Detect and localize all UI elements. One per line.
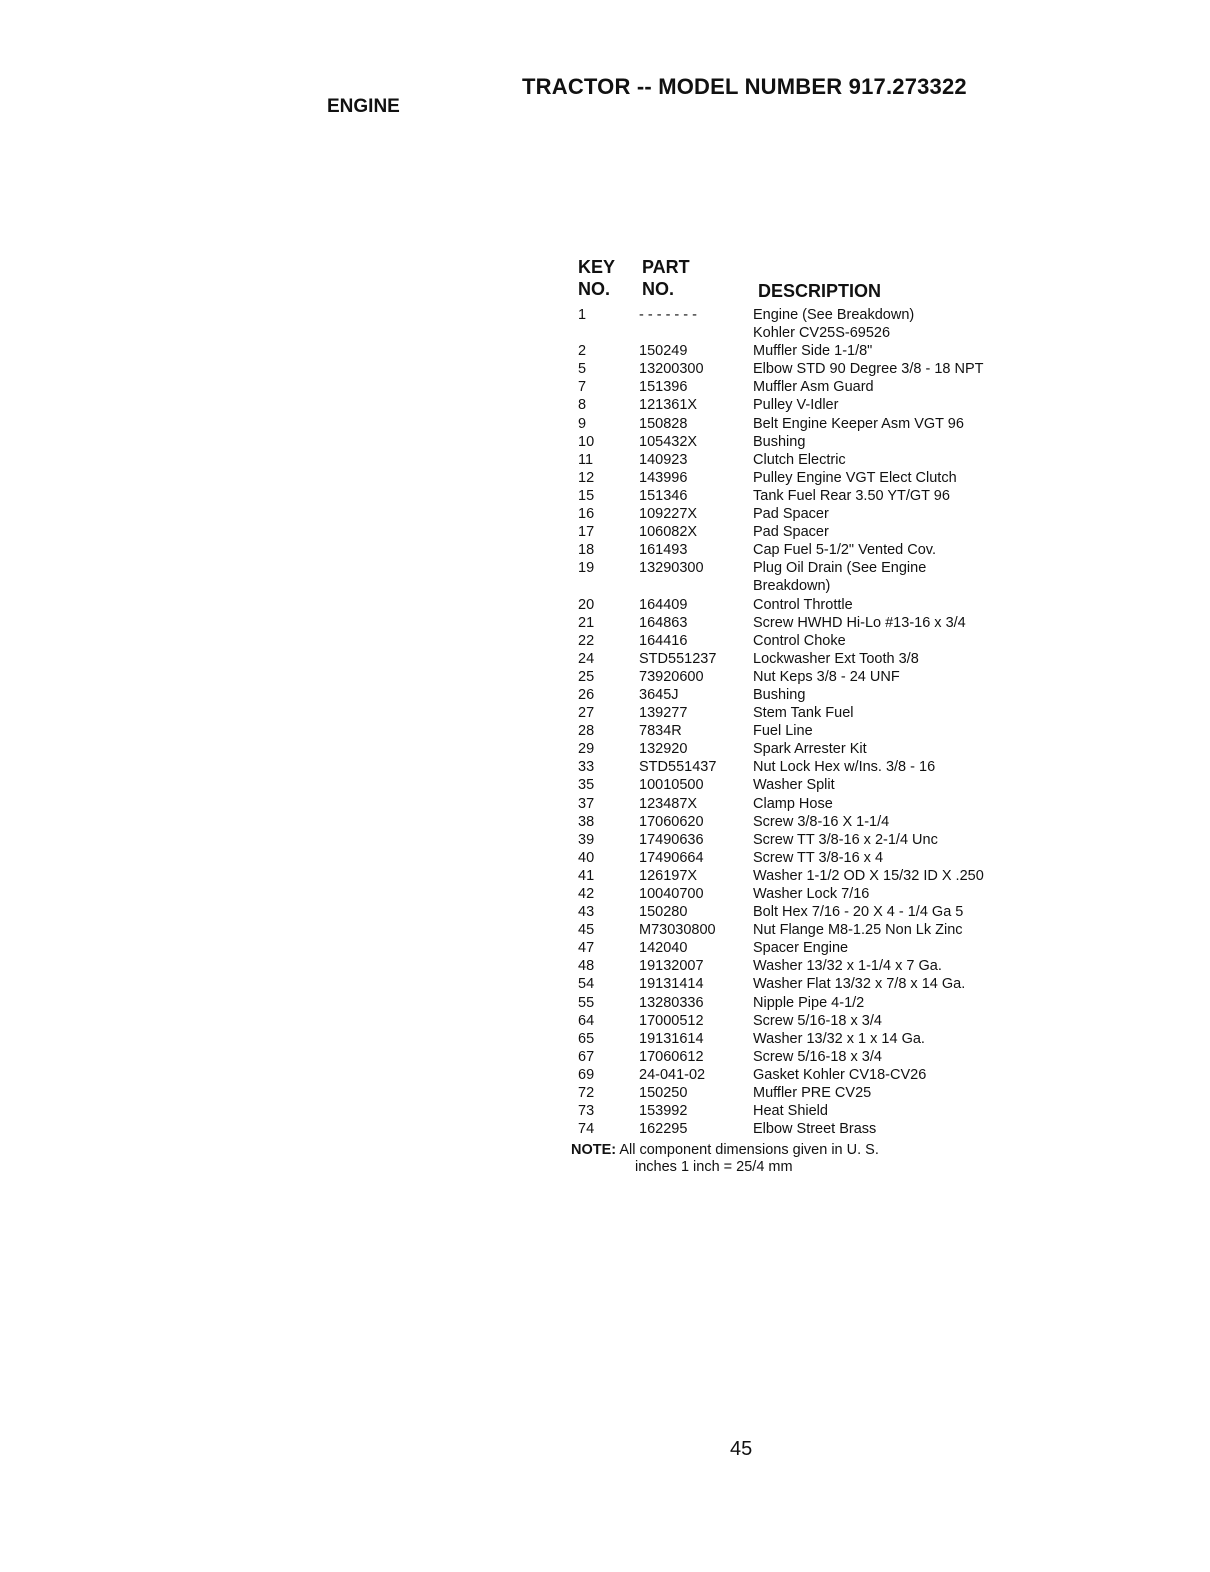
description-line: Nut Lock Hex w/Ins. 3/8 - 16 <box>753 759 936 776</box>
description <box>753 668 1033 686</box>
description-line: Pulley Engine VGT Elect Clutch <box>753 469 957 486</box>
part-no: 143996 <box>639 469 688 486</box>
description-line: Washer Split <box>753 777 835 794</box>
description <box>753 1048 1033 1066</box>
table-row <box>578 975 1038 993</box>
description <box>753 831 1033 849</box>
description-line: Muffler Side 1-1/8" <box>753 343 873 360</box>
table-row <box>578 396 1038 414</box>
description <box>753 433 1033 451</box>
page-title: TRACTOR -- MODEL NUMBER 917.273322 <box>522 74 967 99</box>
table-row <box>578 704 1038 722</box>
description <box>753 614 1033 632</box>
part-no: 13200300 <box>639 361 704 378</box>
description-line: Spacer Engine <box>753 940 849 957</box>
description <box>753 1102 1033 1120</box>
description <box>753 487 1033 505</box>
part-no-header <box>642 256 690 300</box>
part-no: 121361X <box>639 397 698 414</box>
table-row <box>578 740 1038 758</box>
description-line: Screw 5/16-18 x 3/4 <box>753 1012 882 1029</box>
table-row <box>578 686 1038 704</box>
description-line: Screw 5/16-18 x 3/4 <box>753 1048 882 1065</box>
table-row <box>578 1102 1038 1120</box>
description-line: Tank Fuel Rear 3.50 YT/GT 96 <box>753 487 950 504</box>
description-line: Breakdown) <box>753 578 831 595</box>
part-no: 17490636 <box>639 831 704 848</box>
part-no: 13290300 <box>639 560 704 577</box>
description-line: Washer 13/32 x 1 x 14 Ga. <box>753 1030 925 1047</box>
description <box>753 632 1033 650</box>
key-no: 29 <box>578 741 595 758</box>
description <box>753 505 1033 523</box>
table-row <box>578 596 1038 614</box>
note-line1: All component dimensions given in U. S. <box>619 1142 879 1158</box>
table-row <box>578 1048 1038 1066</box>
key-no: 43 <box>578 904 595 921</box>
part-no: 153992 <box>639 1103 688 1120</box>
part-no: 161493 <box>639 542 688 559</box>
description-line: Stem Tank Fuel <box>753 705 854 722</box>
table-row <box>578 1084 1038 1102</box>
description <box>753 704 1033 722</box>
description-line: Plug Oil Drain (See Engine <box>753 560 927 577</box>
table-row <box>578 360 1038 378</box>
key-no: 8 <box>578 397 587 414</box>
description-line: Lockwasher Ext Tooth 3/8 <box>753 650 919 667</box>
table-row <box>578 939 1038 957</box>
key-no: 24 <box>578 650 595 667</box>
description-line: Nipple Pipe 4-1/2 <box>753 994 865 1011</box>
part-no: 164863 <box>639 614 688 631</box>
description <box>753 1084 1033 1102</box>
part-no: 109227X <box>639 506 698 523</box>
key-no: 65 <box>578 1030 595 1047</box>
part-no: 150828 <box>639 415 688 432</box>
table-row <box>578 505 1038 523</box>
key-no: 47 <box>578 940 595 957</box>
description <box>753 939 1033 957</box>
table-row <box>578 668 1038 686</box>
key-no: 26 <box>578 686 595 703</box>
description <box>753 415 1033 433</box>
key-no: 28 <box>578 723 595 740</box>
part-no: 123487X <box>639 795 698 812</box>
key-no: 54 <box>578 976 595 993</box>
table-row <box>578 867 1038 885</box>
table-row <box>578 903 1038 921</box>
key-no: 10 <box>578 433 595 450</box>
description <box>753 1012 1033 1030</box>
part-no: 17060612 <box>639 1048 704 1065</box>
part-no: 151346 <box>639 487 688 504</box>
key-header-line2: NO. <box>578 279 611 299</box>
part-no: 73920600 <box>639 668 704 685</box>
part-no: 139277 <box>639 705 688 722</box>
description-line: Screw TT 3/8-16 x 4 <box>753 849 884 866</box>
part-no: - - - - - - - <box>639 307 697 323</box>
key-no: 11 <box>578 451 594 468</box>
description <box>753 559 1033 595</box>
description-line: Elbow Street Brass <box>753 1121 877 1138</box>
description <box>753 921 1033 939</box>
description <box>753 541 1033 559</box>
description-line: Screw TT 3/8-16 x 2-1/4 Unc <box>753 831 938 848</box>
part-no: 126197X <box>639 867 698 884</box>
key-no: 18 <box>578 542 595 559</box>
description <box>753 975 1033 993</box>
key-header-line1: KEY <box>578 257 616 277</box>
description <box>753 396 1033 414</box>
table-row <box>578 306 1038 342</box>
key-no: 9 <box>578 415 587 432</box>
description-line: Bushing <box>753 433 806 450</box>
key-no: 37 <box>578 795 595 812</box>
description-line: Heat Shield <box>753 1103 828 1120</box>
table-row <box>578 469 1038 487</box>
key-no: 15 <box>578 487 595 504</box>
description-line: Muffler Asm Guard <box>753 379 874 396</box>
description <box>753 994 1033 1012</box>
part-no: 151396 <box>639 379 688 396</box>
part-header-line1: PART <box>642 257 690 277</box>
description <box>753 469 1033 487</box>
description-line: Control Throttle <box>753 596 853 613</box>
description-line: Washer Flat 13/32 x 7/8 x 14 Ga. <box>753 976 966 993</box>
key-no: 73 <box>578 1103 595 1120</box>
description-line: Pad Spacer <box>753 524 829 541</box>
table-row <box>578 831 1038 849</box>
part-no: 19131614 <box>639 1030 704 1047</box>
table-row <box>578 632 1038 650</box>
part-no: 7834R <box>639 723 682 740</box>
description-line: Washer 1-1/2 OD X 15/32 ID X .250 <box>753 867 984 884</box>
table-row <box>578 1030 1038 1048</box>
description-line: Elbow STD 90 Degree 3/8 - 18 NPT <box>753 361 984 378</box>
note <box>571 1142 991 1176</box>
part-no: STD551237 <box>639 650 717 667</box>
description-line: Screw 3/8-16 X 1-1/4 <box>753 813 890 830</box>
table-row <box>578 849 1038 867</box>
part-no: STD551437 <box>639 759 717 776</box>
table-row <box>578 813 1038 831</box>
table-row <box>578 1066 1038 1084</box>
part-no: 162295 <box>639 1121 688 1138</box>
key-no: 35 <box>578 777 595 794</box>
key-no: 22 <box>578 632 595 649</box>
part-no: 10040700 <box>639 886 704 902</box>
section-title: ENGINE <box>327 96 400 117</box>
key-no: 74 <box>578 1121 595 1138</box>
description-line: Bushing <box>753 686 806 703</box>
key-no: 25 <box>578 668 595 685</box>
part-no: 3645J <box>639 686 679 703</box>
table-row <box>578 957 1038 975</box>
part-no: 24-041-02 <box>639 1066 706 1083</box>
key-no: 16 <box>578 506 595 523</box>
table-row <box>578 614 1038 632</box>
part-no: 140923 <box>639 451 688 468</box>
description <box>753 306 1033 342</box>
part-no: 164416 <box>639 632 688 649</box>
table-row <box>578 921 1038 939</box>
key-no: 27 <box>578 705 595 722</box>
table-row <box>578 885 1038 903</box>
part-no: 19131414 <box>639 976 704 993</box>
part-no: 132920 <box>639 741 688 758</box>
part-no: 105432X <box>639 433 698 450</box>
description <box>753 885 1033 903</box>
table-row <box>578 415 1038 433</box>
description <box>753 867 1033 885</box>
key-no-header <box>578 256 615 300</box>
key-no: 64 <box>578 1012 595 1029</box>
key-no: 21 <box>578 614 595 631</box>
key-no: 33 <box>578 759 595 776</box>
description <box>753 795 1033 813</box>
part-no: 17490664 <box>639 849 704 866</box>
part-no: 150280 <box>639 904 688 921</box>
description <box>753 758 1033 776</box>
table-row <box>578 451 1038 469</box>
description-line: Fuel Line <box>753 723 813 740</box>
description <box>753 740 1033 758</box>
part-no: 164409 <box>639 596 688 613</box>
table-row <box>578 776 1038 794</box>
key-no: 7 <box>578 379 587 396</box>
table-row <box>578 650 1038 668</box>
table-row <box>578 378 1038 396</box>
part-no: 150249 <box>639 343 688 360</box>
table-row <box>578 795 1038 813</box>
table-row <box>578 342 1038 360</box>
description <box>753 523 1033 541</box>
description <box>753 686 1033 704</box>
table-row <box>578 1012 1038 1030</box>
parts-list <box>578 306 1038 1138</box>
part-no: 17060620 <box>639 813 704 830</box>
description-line: Screw HWHD Hi-Lo #13-16 x 3/4 <box>753 614 966 631</box>
part-no: 106082X <box>639 524 698 541</box>
key-no: 38 <box>578 813 595 830</box>
key-no: 67 <box>578 1048 595 1065</box>
description <box>753 903 1033 921</box>
key-no: 55 <box>578 994 595 1011</box>
description <box>753 378 1033 396</box>
part-header-line2: NO. <box>642 279 675 299</box>
description-line: Kohler CV25S-69526 <box>753 325 891 342</box>
table-row <box>578 541 1038 559</box>
part-no: 150250 <box>639 1085 688 1102</box>
description <box>753 1030 1033 1048</box>
description <box>753 650 1033 668</box>
table-row <box>578 487 1038 505</box>
description <box>753 1120 1033 1138</box>
description-line: Nut Flange M8-1.25 Non Lk Zinc <box>753 922 963 939</box>
key-no: 39 <box>578 831 595 848</box>
description-line: Washer Lock 7/16 <box>753 886 870 902</box>
description-line: Bolt Hex 7/16 - 20 X 4 - 1/4 Ga 5 <box>753 904 964 921</box>
description <box>753 813 1033 831</box>
description <box>753 776 1033 794</box>
description <box>753 596 1033 614</box>
part-no: 142040 <box>639 940 688 957</box>
description-line: Washer 13/32 x 1-1/4 x 7 Ga. <box>753 958 942 975</box>
description-line: Cap Fuel 5-1/2" Vented Cov. <box>753 542 937 559</box>
description <box>753 957 1033 975</box>
part-no: 10010500 <box>639 777 704 794</box>
key-no: 72 <box>578 1085 595 1102</box>
key-no: 1 <box>578 307 587 323</box>
description-line: Clamp Hose <box>753 795 833 812</box>
part-no: M73030800 <box>639 922 716 939</box>
key-no: 48 <box>578 958 595 975</box>
key-no: 69 <box>578 1066 595 1083</box>
description <box>753 1066 1033 1084</box>
description-header: DESCRIPTION <box>758 281 882 301</box>
table-row <box>578 722 1038 740</box>
description <box>753 360 1033 378</box>
description-line: Pad Spacer <box>753 506 829 523</box>
part-no: 17000512 <box>639 1012 704 1029</box>
description-line: Engine (See Breakdown) <box>753 307 915 323</box>
page-number: 45 <box>730 1438 753 1460</box>
description <box>753 342 1033 360</box>
description <box>753 451 1033 469</box>
description-line: Pulley V-Idler <box>753 397 839 414</box>
key-no: 19 <box>578 560 595 577</box>
description-line: Gasket Kohler CV18-CV26 <box>753 1066 927 1083</box>
table-row <box>578 1120 1038 1138</box>
table-row <box>578 433 1038 451</box>
description-line: Control Choke <box>753 632 846 649</box>
description-line: Clutch Electric <box>753 451 846 468</box>
table-row <box>578 758 1038 776</box>
key-no: 41 <box>578 867 595 884</box>
key-no: 20 <box>578 596 595 613</box>
key-no: 17 <box>578 524 595 541</box>
key-no: 5 <box>578 361 587 378</box>
note-line2: inches 1 inch = 25/4 mm <box>635 1159 793 1175</box>
description-line: Belt Engine Keeper Asm VGT 96 <box>753 415 964 432</box>
part-no: 19132007 <box>639 958 704 975</box>
note-label: NOTE: <box>571 1142 617 1158</box>
table-row <box>578 559 1038 595</box>
key-no: 40 <box>578 849 595 866</box>
description <box>753 849 1033 867</box>
description-line: Nut Keps 3/8 - 24 UNF <box>753 668 900 685</box>
key-no: 2 <box>578 343 587 360</box>
description-line: Spark Arrester Kit <box>753 741 867 758</box>
table-row <box>578 994 1038 1012</box>
key-no: 12 <box>578 469 595 486</box>
key-no: 45 <box>578 922 595 939</box>
description-line: Muffler PRE CV25 <box>753 1085 872 1102</box>
key-no: 42 <box>578 886 595 902</box>
description <box>753 722 1033 740</box>
table-row <box>578 523 1038 541</box>
part-no: 13280336 <box>639 994 704 1011</box>
